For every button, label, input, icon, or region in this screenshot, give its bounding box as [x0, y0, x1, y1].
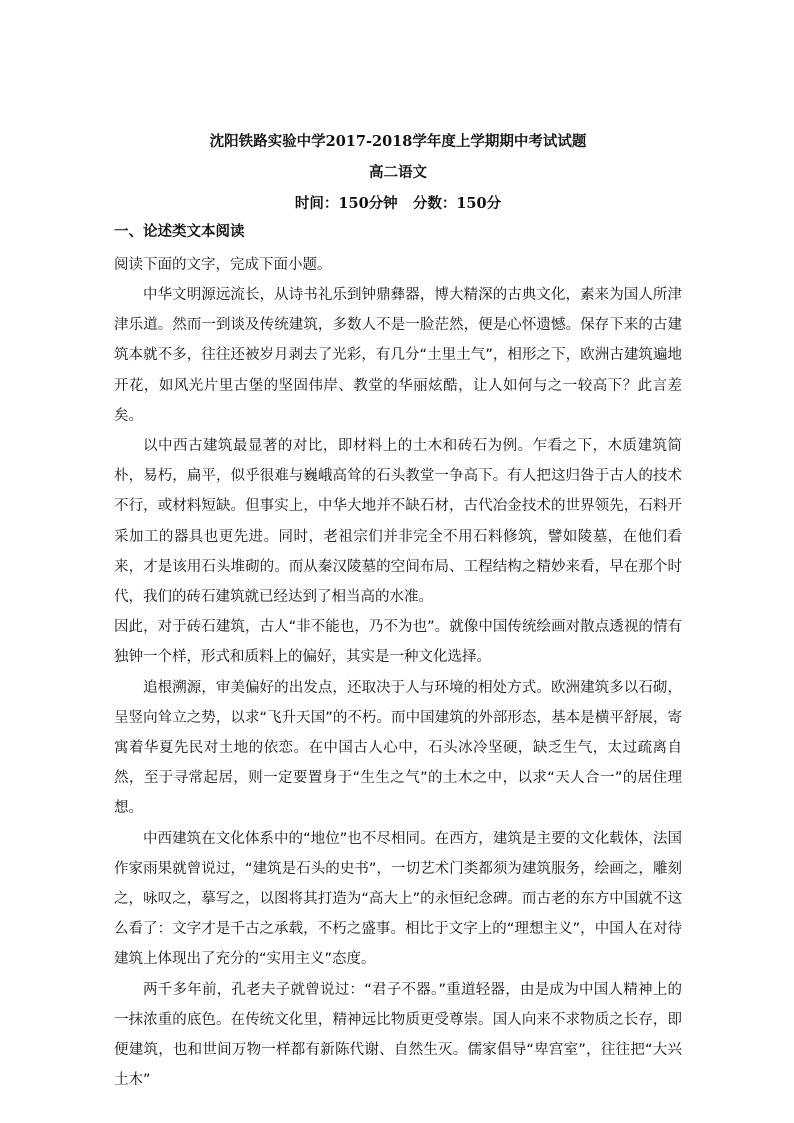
exam-title: 沈阳铁路实验中学2017-2018学年度上学期期中考试试题 — [209, 133, 587, 150]
reading-passage — [114, 280, 682, 1095]
section-heading: 一、论述类文本阅读 — [114, 223, 245, 240]
exam-subject: 高二语文 — [369, 164, 427, 181]
exam-time-score: 时间：150分钟 分数：150分 — [294, 195, 502, 212]
passage-paragraph-5: 中西建筑在文化体系中的“地位”也不尽相同。在西方，建筑是主要的文化载体，法国作家雨果就曾说过，“建筑是石头的史书”，一切艺术门类都须为建筑服务，绘画之，雕刻之，咏叹之，摹写之，以图将其打造为“高大上”的永恒纪念碑。而古老的东方中国就不这么看了：文字才是千古之承载，不朽之盛事。相比于文字上的“理想主义”，中国人在对待建筑上体现出了充分的“实用主义”态度。 — [114, 830, 682, 968]
section-instruction: 阅读下面的文字，完成下面小题。 — [114, 257, 332, 273]
passage-paragraph-2: 以中西古建筑最显著的对比，即材料上的土木和砖石为例。乍看之下，木质建筑简朴，易朽，扁平，似乎很难与巍峨高耸的石头教堂一争高下。有人把这归咎于古人的技术不行，或材料短缺。但事实上，中华大地并不缺石材，古代冶金技术的世界领先，石料开采加工的器具也更先进。同时，老祖宗们并非完全不用石料修筑，譬如陵墓，在他们看来，才是该用石头堆砌的。而从秦汉陵墓的空间布局、工程结构之精妙来看，早在那个时代，我们的砖石建筑就已经达到了相当高的水准。 — [114, 438, 682, 606]
passage-paragraph-3: 因此，对于砖石建筑，古人“非不能也，乃不为也”。就像中国传统绘画对散点透视的情有独钟一个样，形式和质料上的偏好，其实是一种文化选择。 — [114, 619, 682, 666]
passage-paragraph-4: 追根溯源，审美偏好的出发点，还取决于人与环境的相处方式。欧洲建筑多以石砌，呈竖向耸立之势，以求“飞升天国”的不朽。而中国建筑的外部形态，基本是横平舒展，寄寓着华夏先民对土地的依恋。在中国古人心中，石头冰冷坚硬，缺乏生气，太过疏离自然，至于寻常起居，则一定要置身于“生生之气”的土木之中，以求“天人合一”的居住理想。 — [114, 679, 682, 817]
passage-paragraph-1: 中华文明源远流长，从诗书礼乐到钟鼎彝器，博大精深的古典文化，素来为国人所津津乐道。然而一到谈及传统建筑，多数人不是一脸茫然，便是心怀遗憾。保存下来的古建筑本就不多，往往还被岁月剥去了光彩，有几分“土里土气”，相形之下，欧洲古建筑遍地开花，如风光片里古堡的坚固伟岸、教堂的华丽炫酷，让人如何与之一较高下？此言差矣。 — [114, 287, 682, 424]
passage-paragraph-6: 两千多年前，孔老夫子就曾说过：“君子不器。”重道轻器，由是成为中国人精神上的一抹浓重的底色。在传统文化里，精神远比物质更受尊崇。国人向来不求物质之长存，即便建筑，也和世间万物一样都有新陈代谢、自然生灭。儒家倡导“卑宫室”，往往把“大兴土木” — [114, 981, 682, 1089]
